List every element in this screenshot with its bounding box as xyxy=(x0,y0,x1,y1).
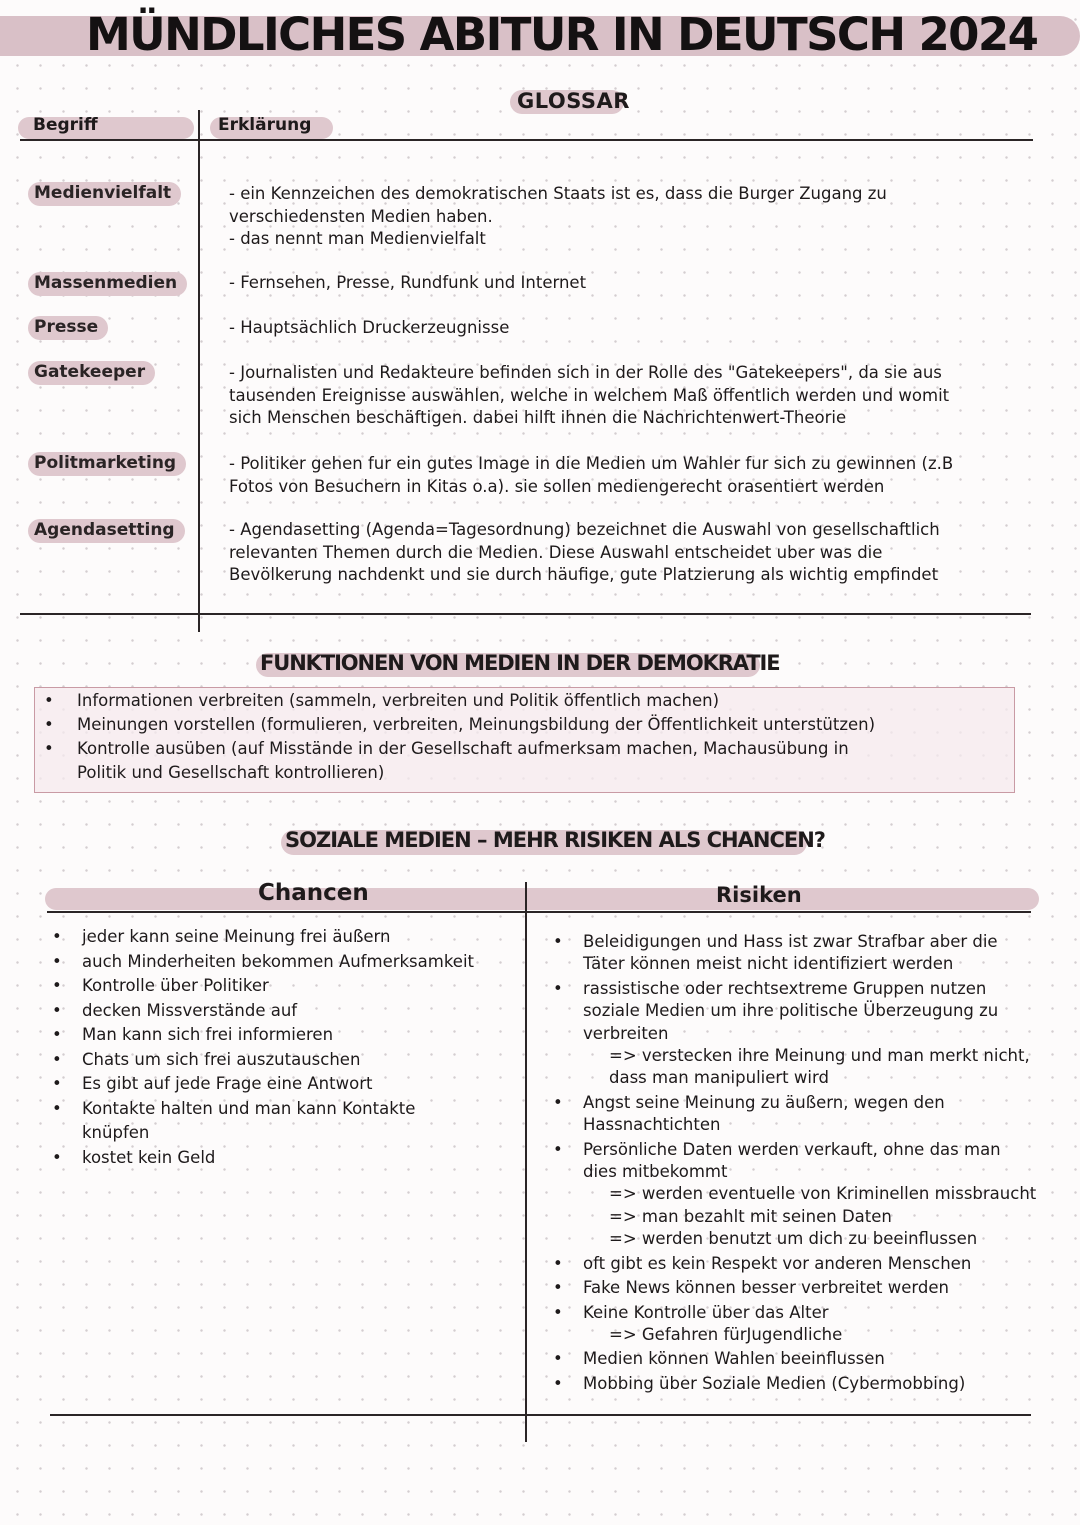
list-item-text: soziale Medien um ihre politische Überzeugung zu xyxy=(583,1001,999,1021)
list-item xyxy=(553,1277,1036,1299)
bullet-icon: • xyxy=(52,1000,62,1020)
glossary-definition xyxy=(229,453,1019,498)
list-item-text: verbreiten xyxy=(583,1023,669,1043)
sub-item-text: => werden benutzt um dich zu beeinflussen xyxy=(609,1229,978,1249)
glossary-term: Presse xyxy=(28,316,108,340)
glossary-bottom-rule xyxy=(20,613,1031,615)
list-item xyxy=(553,978,1036,1090)
list-item-text: jeder kann seine Meinung frei äußern xyxy=(82,927,391,946)
glossary-header-rule xyxy=(20,139,1033,141)
definition-line: verschiedensten Medien haben. xyxy=(229,206,493,226)
bullet-icon: • xyxy=(553,1373,563,1393)
social-heading: SOZIALE MEDIEN – MEHR RISIKEN ALS CHANCEN? xyxy=(285,828,825,852)
list-item-text: Kontrolle ausüben (auf Misstände in der Gesellschaft aufmerksam machen, Machausübung in xyxy=(77,739,849,758)
list-item xyxy=(52,925,474,950)
list-item-text: Kontrolle über Politiker xyxy=(82,976,269,995)
definition-line: - Hauptsächlich Druckerzeugnisse xyxy=(229,318,510,337)
glossary-definition xyxy=(229,362,1019,430)
column-header-term: Begriff xyxy=(33,115,98,135)
definition-line: - Politiker gehen fur ein gutes Image in die Medien um Wahler fur sich zu gewinnen (z.B xyxy=(229,454,954,473)
list-item xyxy=(553,1373,1036,1395)
sub-item-text: => Gefahren fürJugendliche xyxy=(609,1324,843,1344)
column-title-chances: Chancen xyxy=(258,880,369,906)
column-title-risks: Risiken xyxy=(716,883,802,907)
glossary-column-divider xyxy=(198,110,200,632)
glossary-definition xyxy=(229,272,1019,295)
list-item-text: Angst seine Meinung zu äußern, wegen den xyxy=(583,1092,945,1112)
list-item xyxy=(52,1146,474,1171)
bullet-icon: • xyxy=(52,976,62,995)
list-item-text: Beleidigungen und Hass ist zwar Strafbar aber die xyxy=(583,932,998,951)
list-item-text: dies mitbekommt xyxy=(583,1162,728,1182)
list-item xyxy=(52,999,474,1024)
sub-item-text: => werden eventuelle von Kriminellen missbraucht xyxy=(609,1184,1037,1204)
bullet-icon: • xyxy=(44,739,54,758)
bullet-icon: • xyxy=(553,1139,563,1159)
definition-line: Bevölkerung nachdenkt und sie durch häufige, gute Platzierung als wichtig empfindet xyxy=(229,565,939,584)
chances-list xyxy=(52,925,475,1170)
definition-line: - das nennt man Medienvielfalt xyxy=(229,229,486,248)
columns-header-rule xyxy=(47,911,1031,913)
bullet-icon: • xyxy=(553,978,563,998)
bullet-icon: • xyxy=(52,1098,62,1118)
bullet-icon: • xyxy=(52,1074,62,1093)
definition-line: - ein Kennzeichen des demokratischen Staats ist es, dass die Burger Zugang zu xyxy=(229,184,887,203)
list-item xyxy=(553,1253,1036,1275)
bullet-icon: • xyxy=(52,951,62,971)
bullet-icon: • xyxy=(44,715,54,734)
list-item xyxy=(44,689,720,713)
column-header-explanation: Erklärung xyxy=(218,115,312,135)
bullet-icon: • xyxy=(52,927,62,946)
list-item xyxy=(52,1072,474,1097)
list-item-text: Informationen verbreiten (sammeln, verbreiten und Politik öffentlich machen) xyxy=(77,691,720,710)
list-item-text: Meinungen vorstellen (formulieren, verbreiten, Meinungsbildung der Öffentlichkeit unterstützen) xyxy=(77,715,876,734)
list-item-text: Man kann sich frei informieren xyxy=(82,1025,334,1044)
columns-bottom-rule xyxy=(50,1414,1031,1416)
bullet-icon: • xyxy=(52,1025,62,1044)
bullet-icon: • xyxy=(44,691,54,710)
list-item-text: Hassnachtichten xyxy=(583,1115,721,1135)
bullet-icon: • xyxy=(553,1349,563,1369)
bullet-icon: • xyxy=(553,1092,563,1112)
list-item-text: oft gibt es kein Respekt vor anderen Menschen xyxy=(583,1253,972,1273)
bullet-icon: • xyxy=(52,1147,62,1167)
glossary-term: Medienvielfalt xyxy=(28,182,181,206)
definition-line: - Fernsehen, Presse, Rundfunk und Internet xyxy=(229,273,587,292)
definition-line: sich Menschen beschäftigen. dabei hilft ihnen die Nachrichtenwert-Theorie xyxy=(229,408,847,427)
columns-divider xyxy=(525,882,527,1442)
glossary-definition xyxy=(229,519,1019,587)
list-item-text: Kontakte halten und man kann Kontakte xyxy=(82,1098,416,1118)
sub-item-text: => man bezahlt mit seinen Daten xyxy=(609,1206,892,1226)
definition-line: - Journalisten und Redakteure befinden sich in der Rolle des "Gatekeepers", da sie aus xyxy=(229,363,942,382)
definition-line: tausenden Ereignisse auswählen, welche in welchem Maß öffentlich werden und womit xyxy=(229,385,950,405)
glossary-term: Politmarketing xyxy=(28,452,186,476)
list-item xyxy=(553,1139,1037,1251)
glossary-term: Massenmedien xyxy=(28,272,187,296)
list-item-text: Mobbing über Soziale Medien (Cybermobbing) xyxy=(583,1373,966,1393)
list-item-text: Fake News können besser verbreitet werden xyxy=(583,1278,949,1298)
list-item xyxy=(52,974,474,999)
sub-item-text: dass man manipuliert wird xyxy=(609,1068,829,1088)
list-item-text: Medien können Wahlen beeinflussen xyxy=(583,1349,885,1369)
definition-line: Fotos von Besuchern in Kitas o.a). sie sollen mediengerecht orasentiert werden xyxy=(229,476,885,496)
list-item xyxy=(52,1097,474,1146)
list-item-text: kostet kein Geld xyxy=(82,1147,216,1167)
definition-line: relevanten Themen durch die Medien. Diese Auswahl entscheidet uber was die xyxy=(229,542,883,562)
list-item xyxy=(52,1048,474,1073)
list-item-text: Chats um sich frei auszutauschen xyxy=(82,1049,361,1069)
columns-header-highlight xyxy=(45,888,1039,910)
list-item-text: rassistische oder rechtsextreme Gruppen nutzen xyxy=(583,978,987,998)
list-item-text: knüpfen xyxy=(82,1123,150,1142)
glossary-definition xyxy=(229,183,1019,251)
definition-line: - Agendasetting (Agenda=Tagesordnung) bezeichnet die Auswahl von gesellschaftlich xyxy=(229,520,940,539)
list-item-text: Keine Kontrolle über das Alter xyxy=(583,1302,829,1322)
glossary-term: Agendasetting xyxy=(28,519,185,543)
page-title: MÜNDLICHES ABITUR IN DEUTSCH 2024 xyxy=(86,8,1038,61)
list-item-text: Persönliche Daten werden verkauft, ohne das man xyxy=(583,1139,1001,1159)
list-item-text: Täter können meist nicht identifiziert werden xyxy=(583,954,954,974)
bullet-icon: • xyxy=(52,1049,62,1069)
list-item xyxy=(553,1092,1036,1137)
list-item xyxy=(553,931,1036,976)
list-item xyxy=(44,713,876,737)
bullet-icon: • xyxy=(553,1253,563,1273)
list-item xyxy=(44,737,849,785)
list-item-text: decken Missverstände auf xyxy=(82,1000,298,1020)
glossary-heading: GLOSSAR xyxy=(517,89,630,113)
bullet-icon: • xyxy=(553,1278,563,1298)
bullet-icon: • xyxy=(553,932,563,951)
list-item xyxy=(52,1023,474,1048)
list-item-text: Politik und Gesellschaft kontrollieren) xyxy=(77,763,385,782)
list-item xyxy=(553,1348,1036,1370)
list-item-text: auch Minderheiten bekommen Aufmerksamkeit xyxy=(82,951,475,971)
list-item xyxy=(553,1302,1036,1347)
bullet-icon: • xyxy=(553,1302,563,1322)
list-item xyxy=(52,950,475,975)
risks-list xyxy=(553,931,1037,1395)
glossary-definition xyxy=(229,317,1019,340)
glossary-term: Gatekeeper xyxy=(28,361,155,385)
sub-item-text: => verstecken ihre Meinung und man merkt nicht, xyxy=(609,1046,1030,1066)
list-item-text: Es gibt auf jede Frage eine Antwort xyxy=(82,1074,373,1093)
functions-heading: FUNKTIONEN VON MEDIEN IN DER DEMOKRATIE xyxy=(260,651,780,675)
